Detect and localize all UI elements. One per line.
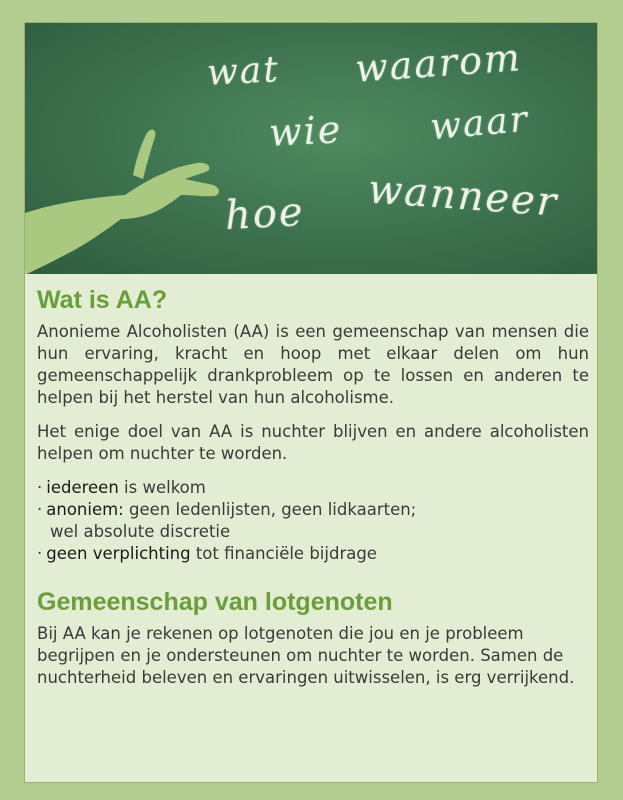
chalk-word-wat: wat: [205, 49, 281, 94]
goal-paragraph: Het enige doel van AA is nuchter blijven en andere alcoholisten helpen om nuchter te worden.: [37, 422, 589, 463]
list-item: [37, 543, 589, 565]
bullet-icon: ·: [37, 500, 43, 519]
chalkboard-image: [25, 23, 597, 274]
list-item-keyword: anoniem:: [46, 500, 124, 519]
list-item-keyword: iedereen: [46, 478, 119, 497]
list-item-text: is welkom: [118, 478, 206, 497]
list-item-continuation: wel absolute discretie: [50, 522, 231, 541]
hand-silhouette-icon: [25, 115, 235, 274]
chalk-word-waar: waar: [428, 98, 531, 149]
bullet-icon: ·: [37, 544, 43, 563]
list-item-text: geen ledenlijsten, geen lidkaarten;: [123, 500, 417, 519]
chalk-word-hoe: hoe: [223, 188, 306, 240]
list-item-keyword: geen verplichting: [46, 544, 191, 563]
intro-paragraph: Anonieme Alcoholisten (AA) is een gemeenschap van mensen die hun ervaring, kracht en hoop met elkaar delen om hun gemeenschappelijk drankprobleem op te lossen en anderen te helpen bij het herstel van hun alcoholisme.: [37, 322, 589, 407]
list-item-text: tot financiële bijdrage: [190, 544, 377, 563]
chalk-word-wie: wie: [267, 107, 344, 155]
card-content: [37, 285, 589, 689]
list-item: [37, 499, 589, 543]
info-card: [24, 22, 598, 783]
section-title-gemeenschap: Gemeenschap van lotgenoten: [37, 588, 393, 616]
fellowship-paragraph: Bij AA kan je rekenen op lotgenoten die jou en je probleem begrijpen en je ondersteunen om nuchter te worden. Samen de nuchterheid beleven en ervaringen uitwisselen, is erg verrijkend.: [37, 624, 575, 687]
chalk-word-wanneer: wanneer: [366, 166, 560, 226]
chalk-word-waarom: waarom: [353, 35, 524, 91]
feature-list: [37, 477, 589, 565]
bullet-icon: ·: [37, 478, 43, 497]
section-title-wat-is-aa: Wat is AA?: [37, 286, 168, 314]
list-item: [37, 477, 589, 499]
